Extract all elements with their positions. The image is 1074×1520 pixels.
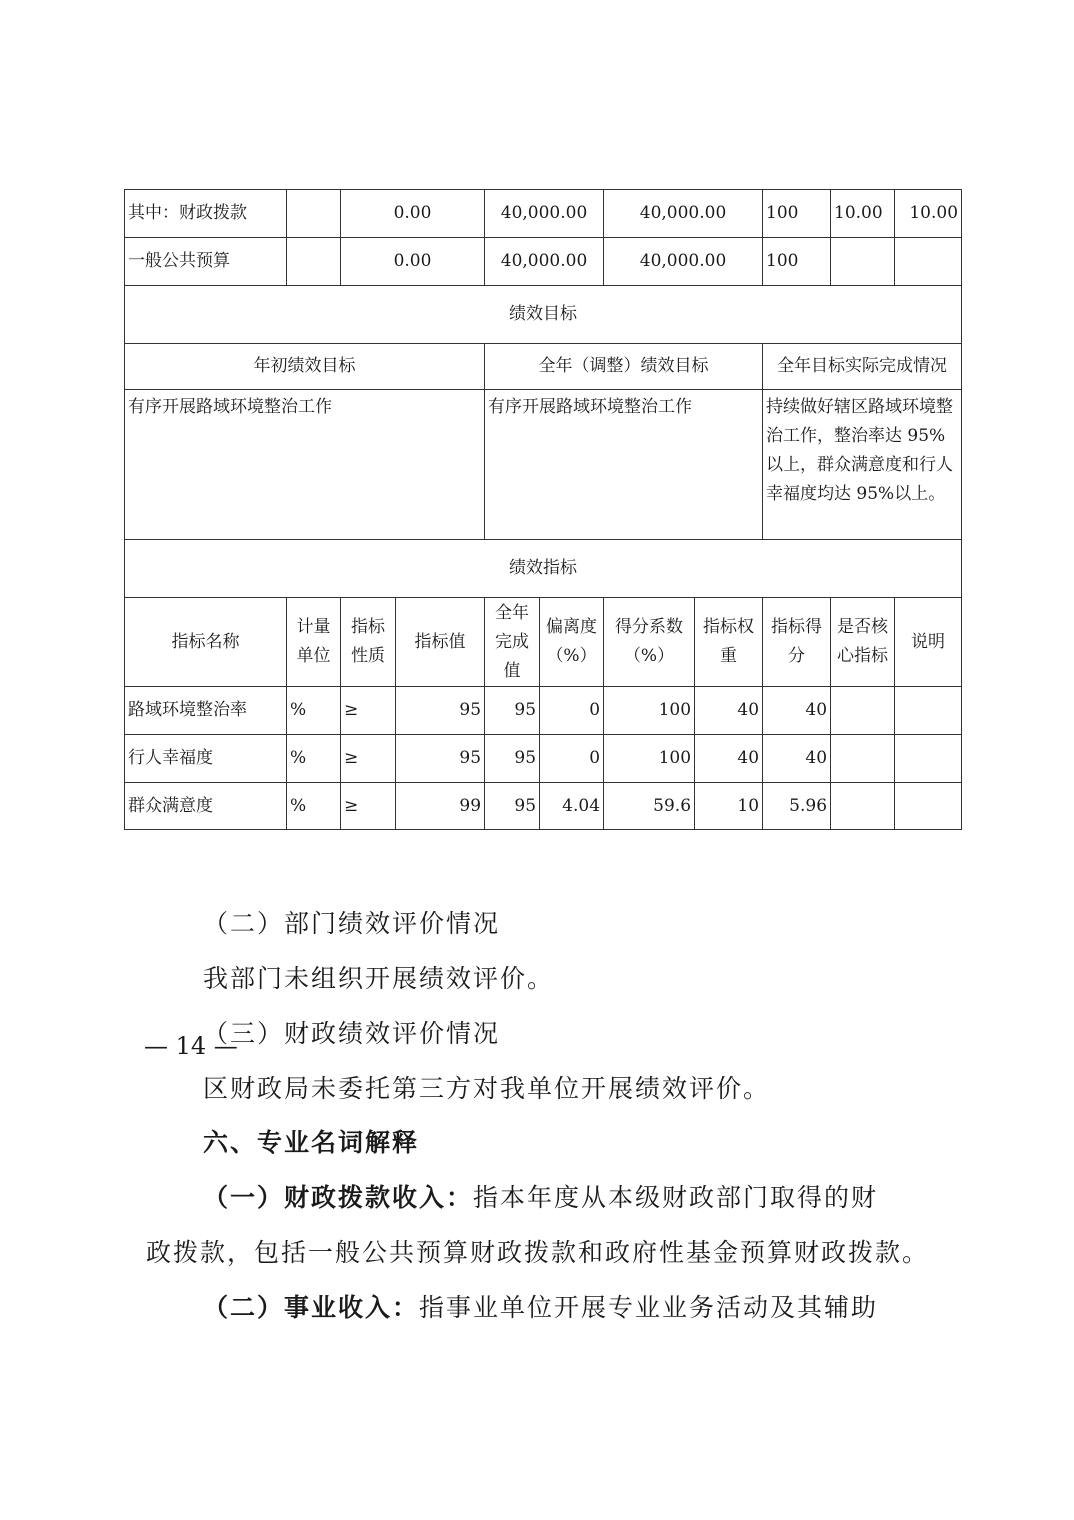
- table-cell: [831, 735, 895, 783]
- column-header: 说明: [895, 598, 962, 687]
- table-cell: 10.00: [895, 190, 962, 238]
- table-row: [125, 238, 962, 286]
- table-row: [125, 286, 962, 344]
- table-cell: 95: [485, 783, 540, 830]
- goal-header-initial: 年初绩效目标: [125, 344, 485, 390]
- indicator-name: 路域环境整治率: [125, 687, 287, 735]
- table-cell: 100: [604, 735, 695, 783]
- table-cell: [831, 783, 895, 830]
- column-header: 指标名称: [125, 598, 287, 687]
- goal-actual: 持续做好辖区路域环境整治工作，整治率达 95%以上，群众满意度和行人幸福度均达 95%以上。: [763, 390, 962, 540]
- table-cell: 10.00: [831, 190, 895, 238]
- table-cell: 100: [763, 190, 831, 238]
- table-cell: 0.00: [341, 238, 485, 286]
- section-heading-terms: 六、专业名词解释: [203, 1128, 420, 1157]
- table-cell: 40,000.00: [604, 190, 763, 238]
- column-header: 指标性质: [341, 598, 396, 687]
- table-cell: [287, 190, 341, 238]
- table-cell: 0: [540, 735, 604, 783]
- table-cell: 40: [695, 687, 763, 735]
- term-text: 指事业单位开展专业业务活动及其辅助: [419, 1293, 879, 1322]
- table-cell: 95: [485, 735, 540, 783]
- term-label: （一）财政拨款收入：: [203, 1183, 474, 1212]
- term-label: （二）事业收入：: [203, 1293, 420, 1322]
- table-row: [125, 687, 962, 735]
- table-row: [125, 783, 962, 830]
- table-cell: 59.6: [604, 783, 695, 830]
- column-header: 得分系数（%）: [604, 598, 695, 687]
- table-cell: 100: [604, 687, 695, 735]
- column-header: 计量单位: [287, 598, 341, 687]
- definition-1-cont: 政拨款，包括一般公共预算财政拨款和政府性基金预算财政拨款。: [146, 1238, 930, 1267]
- section-heading-dept-eval: （二）部门绩效评价情况: [203, 909, 501, 938]
- page-number: — 14 —: [144, 1032, 238, 1060]
- table-cell: 99: [396, 783, 485, 830]
- goal-header-actual: 全年目标实际完成情况: [763, 344, 962, 390]
- term-text: 指本年度从本级财政部门取得的财: [473, 1183, 879, 1212]
- paragraph: 我部门未组织开展绩效评价。: [203, 964, 555, 993]
- column-header: 偏离度（%）: [540, 598, 604, 687]
- table-cell: ≥: [341, 735, 396, 783]
- table-cell: 5.96: [763, 783, 831, 830]
- table-cell: %: [287, 783, 341, 830]
- indicator-name: 群众满意度: [125, 783, 287, 830]
- table-row: [125, 344, 962, 390]
- table-cell: %: [287, 687, 341, 735]
- paragraph: 区财政局未委托第三方对我单位开展绩效评价。: [203, 1074, 771, 1103]
- table-row: [125, 190, 962, 238]
- table-cell: [287, 238, 341, 286]
- table-cell: 40,000.00: [604, 238, 763, 286]
- definition-1: [203, 1178, 878, 1214]
- table-cell: 95: [396, 735, 485, 783]
- table-cell: [831, 238, 895, 286]
- table-cell: [831, 687, 895, 735]
- column-header: 全年完成值: [485, 598, 540, 687]
- table-cell: 10: [695, 783, 763, 830]
- table-row: [125, 540, 962, 598]
- table-cell: 40: [763, 735, 831, 783]
- table-cell: 4.04: [540, 783, 604, 830]
- section-heading-fiscal-eval: （三）财政绩效评价情况: [203, 1019, 501, 1048]
- table-cell: [895, 238, 962, 286]
- table-cell: %: [287, 735, 341, 783]
- table-cell: ≥: [341, 687, 396, 735]
- table-row: [125, 735, 962, 783]
- goal-header-adjusted: 全年（调整）绩效目标: [485, 344, 763, 390]
- column-header: 是否核心指标: [831, 598, 895, 687]
- indicator-header-row: [125, 598, 962, 687]
- table-cell: 95: [396, 687, 485, 735]
- table-cell: [895, 783, 962, 830]
- table-cell: 100: [763, 238, 831, 286]
- table-cell: 40: [695, 735, 763, 783]
- definition-2: [203, 1288, 878, 1324]
- column-header: 指标权重: [695, 598, 763, 687]
- table-cell: [895, 735, 962, 783]
- indicators-section-title: 绩效指标: [125, 540, 962, 598]
- column-header: 指标值: [396, 598, 485, 687]
- indicator-name: 行人幸福度: [125, 735, 287, 783]
- goal-initial: 有序开展路域环境整治工作: [125, 390, 485, 540]
- table-cell: 95: [485, 687, 540, 735]
- goals-section-title: 绩效目标: [125, 286, 962, 344]
- funding-label: 一般公共预算: [125, 238, 287, 286]
- table-cell: 40,000.00: [485, 238, 604, 286]
- table-row: [125, 390, 962, 540]
- goal-adjusted: 有序开展路域环境整治工作: [485, 390, 763, 540]
- table-cell: 0.00: [341, 190, 485, 238]
- table-cell: 40,000.00: [485, 190, 604, 238]
- performance-table: [124, 189, 962, 830]
- column-header: 指标得分: [763, 598, 831, 687]
- table-cell: 0: [540, 687, 604, 735]
- table-cell: [895, 687, 962, 735]
- table-cell: 40: [763, 687, 831, 735]
- table-cell: ≥: [341, 783, 396, 830]
- funding-label: 其中：财政拨款: [125, 190, 287, 238]
